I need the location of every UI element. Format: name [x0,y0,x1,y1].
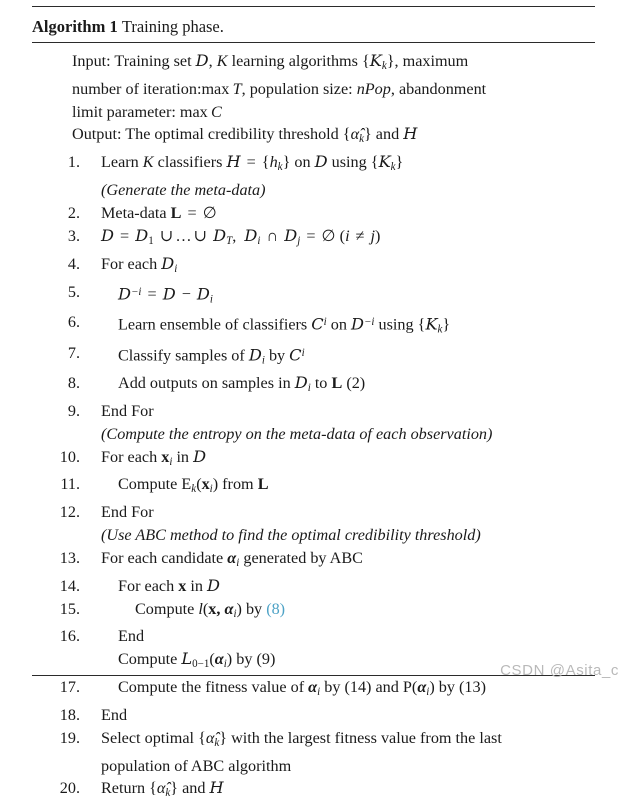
step-text: Return $\{\alphâ_k\}$ and H [101,778,224,800]
step-number: 5. [67,282,80,301]
continuation-text: population of ABC algorithm [101,756,292,775]
symbol-D: D [195,51,209,70]
algorithm-step [32,372,595,400]
symbol-Kcal: K [369,51,382,70]
step-number: 12. [59,503,80,522]
subscript-k: k [381,60,387,73]
step-text: For each x in D [118,575,220,595]
step-text: For each $x_i$ in D [101,446,207,468]
algorithm-label: Algorithm 1 [32,17,118,36]
step-number: 19. [59,728,80,747]
rule-top [32,6,595,7]
watermark: CSDN @Asita_c [500,662,619,679]
equation-ref[interactable]: (13) [459,678,486,697]
step-text: End [118,627,145,646]
step-text: Compute the fitness value of $\alpha_i$ by (14) and $P(\alpha_i)$ by (13) [118,678,486,699]
step-text: End For [101,401,154,420]
step-text: Select optimal $\{\alphâ_k\}$ with the largest fitness value from the last [101,728,502,749]
output-text: } and [363,125,404,144]
step-number: 6. [67,313,80,332]
subscript-k-2: k [359,133,364,146]
algorithm-block [32,0,595,800]
input-text-6: limit parameter: max [72,102,208,121]
symbol-alpha-hat: α̂ [350,125,360,144]
step-text: Meta-data L = ∅ [101,204,217,223]
symbol-C: C [211,102,222,121]
comma-1: , [208,52,217,70]
step-number: 13. [59,548,80,567]
algorithm-title [32,16,224,38]
algorithm-note [32,524,595,547]
step-number: 11. [60,475,80,494]
symbol-L-bold: L [170,204,182,223]
step-number: 9. [67,401,80,420]
equation-ref[interactable]: (2) [346,374,366,393]
algorithm-step [32,202,595,225]
input-text-1: learning algorithms { [227,52,370,70]
output-label: Output: The optimal credibility threshold { [72,125,351,144]
algorithm-step [32,704,595,727]
symbol-D: D [314,152,328,172]
step-text: Add outputs on samples in $D_i$ to L (2) [118,373,366,395]
algorithm-body [32,50,595,805]
algorithm-step [32,727,595,755]
step-text: End For [101,503,154,522]
algorithm-caption: Training phase. [121,17,224,36]
note-text: Compute $L_{0-1}(\alpha_i)$ by (9) [118,649,276,671]
algorithm-step [32,151,595,179]
note-text: (Use ABC method to find the optimal credibility threshold) [101,526,481,545]
step-text: Classify samples of $D_i$ by $C^i$ [118,345,305,367]
symbol-h: h [269,153,278,172]
step-number: 14. [59,576,80,595]
step-number: 15. [59,599,80,618]
step-text: End [101,705,128,724]
algorithm-step [32,777,595,805]
algorithm-step [32,225,595,253]
algorithm-note [32,179,595,202]
rule-under-title [32,42,595,43]
step-number: 8. [67,374,80,393]
step-number: 18. [59,705,80,724]
step-number: 17. [59,678,80,697]
symbol-K: K [142,153,154,172]
step-text: $D^{-i} = D - D_i$ [118,284,213,306]
step-number: 2. [67,204,80,223]
input-line-3 [72,101,592,124]
symbol-H: H [403,124,418,144]
step-number: 16. [59,627,80,646]
algorithm-step [32,676,595,704]
algorithm-step [32,311,595,342]
symbol-nPop: nPop [356,79,391,98]
equation-ref[interactable]: (14) [344,678,372,697]
output-line [72,123,592,151]
step-text: Compute l(x, $\alpha_i$) by (8) [135,599,286,620]
algorithm-note [32,423,595,446]
input-label: Input: Training set [72,52,196,70]
symbol-T: T [232,79,242,98]
step-text: Compute $E_k(x_i)$ from L [118,475,269,496]
algorithm-step [32,575,595,598]
algorithm-step [32,473,595,501]
step-number: 20. [59,779,80,798]
symbol-K: K [216,52,228,70]
algorithm-note [32,755,595,778]
algorithm-step [32,400,595,423]
algorithm-step [32,598,595,626]
step-number: 10. [59,447,80,466]
symbol-Kcal: K [378,152,391,172]
input-line-2 [72,78,592,101]
algorithm-step [32,625,595,648]
step-number: 1. [67,153,80,172]
algorithm-step [32,547,595,575]
step-text: $D = D_1$ ∪ … ∪ $D_T$, $D_i$ ∩ $D_j$ = ∅ (i ≠ j) [101,225,381,247]
note-text: (Compute the entropy on the meta-data of each observation) [101,424,493,443]
algorithm-step [32,342,595,373]
input-text-2: }, maximum [386,52,469,70]
step-number: 4. [67,254,80,273]
preamble [72,50,592,151]
equation-ref-link[interactable]: (8) [266,599,286,618]
algorithm-step [32,446,595,474]
input-text-3: number of iteration:max [72,79,230,98]
note-text: (Generate the meta-data) [101,181,266,200]
step-text: Learn K classifiers $H = \{h_k\}$ on D using $\{K_k\}$ [101,152,404,174]
step-text: For each candidate $\alpha_i$ generated by ABC [101,548,363,569]
input-line-1 [72,50,592,78]
algorithm-step [32,281,595,312]
input-text-5: , abandonment [390,79,487,98]
symbol-H: H [226,152,241,172]
step-text: For each $D_i$ [101,253,178,275]
equation-ref[interactable]: (9) [256,650,276,669]
step-number: 7. [67,343,80,362]
step-text: Learn ensemble of classifiers $C^i$ on $D^{-i}$ using $\{K_k\}$ [118,314,451,336]
algorithm-step [32,501,595,524]
step-number: 3. [67,226,80,245]
input-text-4: , population size: [241,79,357,98]
algorithm-step [32,253,595,281]
